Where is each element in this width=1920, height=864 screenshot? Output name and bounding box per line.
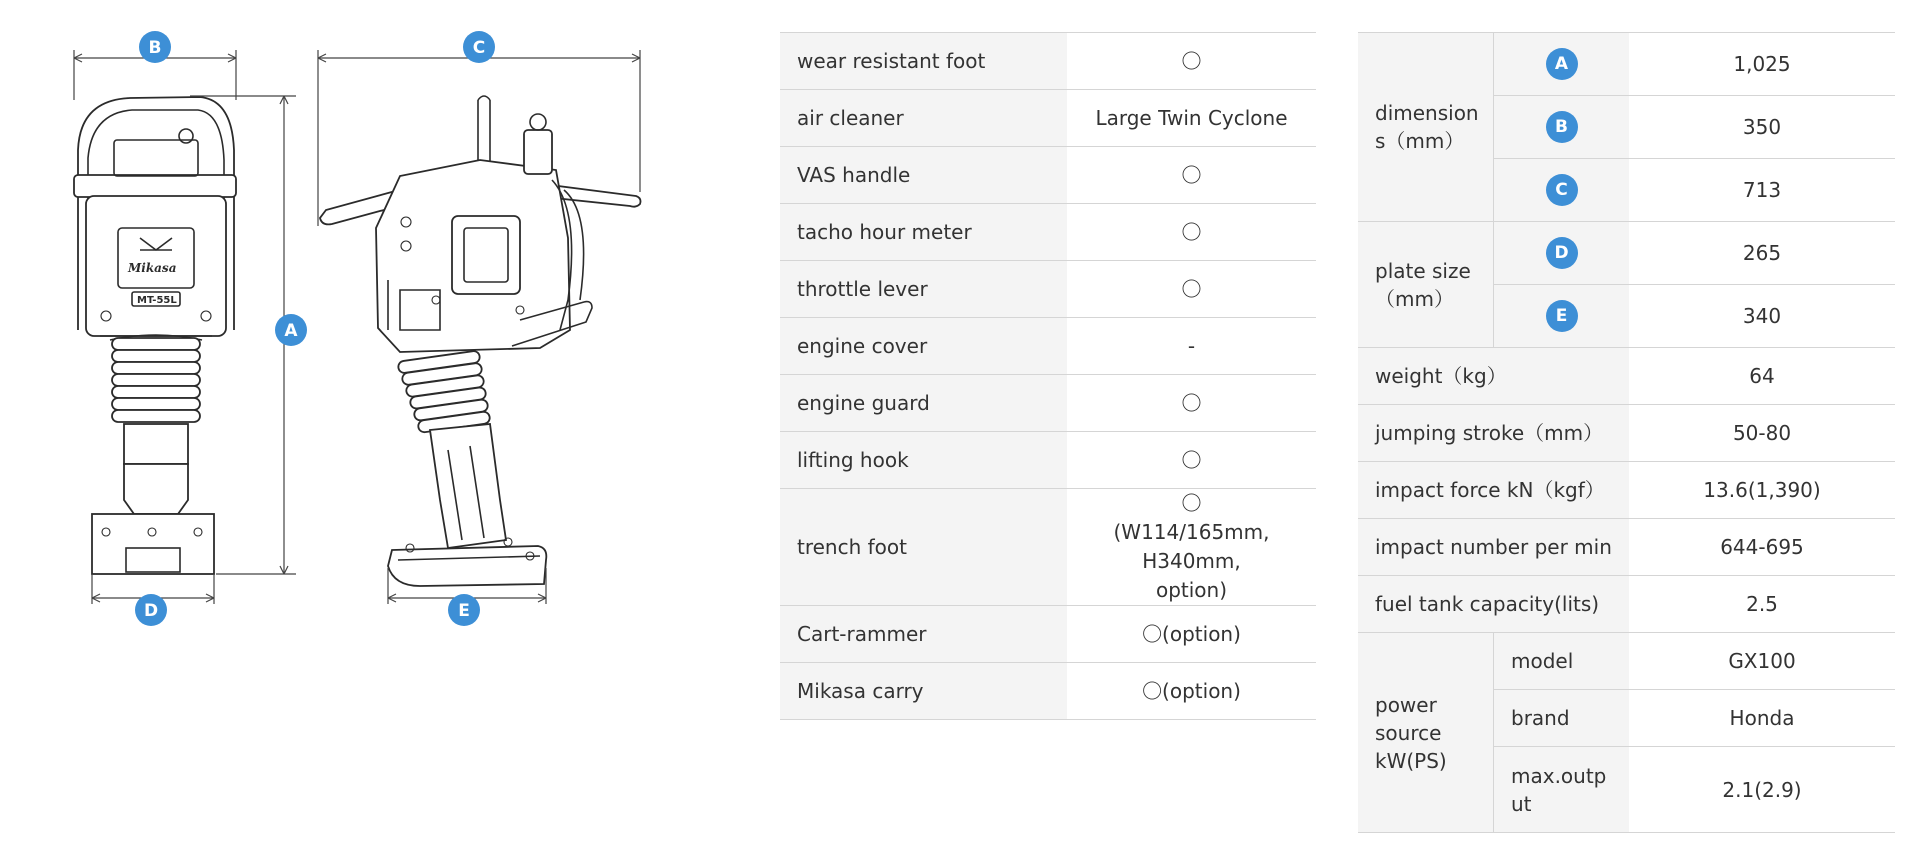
- badge-e: E: [1546, 300, 1578, 332]
- badge-a: A: [1546, 48, 1578, 80]
- plate-size-label: plate size（mm）: [1375, 258, 1471, 311]
- logo-text: Mikasa: [128, 261, 177, 275]
- table-row: [1358, 576, 1895, 633]
- power-max-output-value: 2.1(2.9): [1629, 747, 1895, 833]
- feature-label: throttle lever: [780, 261, 1067, 318]
- table-row: [1358, 519, 1895, 576]
- plate-d-value: 265: [1629, 222, 1895, 285]
- table-row: [1358, 462, 1895, 519]
- svg-text:B: B: [148, 38, 162, 58]
- power-brand-value: Honda: [1629, 690, 1895, 747]
- svg-text:D: D: [143, 601, 159, 621]
- feature-value: 〇(option): [1067, 663, 1316, 720]
- power-model-value: GX100: [1629, 633, 1895, 690]
- badge-c: [463, 31, 495, 63]
- badge-b: [139, 31, 171, 63]
- badge-c: C: [1546, 174, 1578, 206]
- table-row: [1358, 633, 1895, 690]
- side-view: [320, 96, 641, 586]
- specs-table: [1358, 32, 1895, 833]
- feature-label: VAS handle: [780, 147, 1067, 204]
- badge-a: [275, 314, 307, 346]
- impact-number-label: impact number per min: [1358, 519, 1629, 576]
- badge-b: B: [1546, 111, 1578, 143]
- jumping-stroke-value: 50-80: [1629, 405, 1895, 462]
- feature-label: engine guard: [780, 375, 1067, 432]
- table-row: [1358, 33, 1895, 96]
- feature-value: 〇(option): [1067, 606, 1316, 663]
- table-row: [780, 33, 1316, 90]
- table-row: [780, 90, 1316, 147]
- feature-value: 〇: [1067, 147, 1316, 204]
- table-row: [1358, 222, 1895, 285]
- badge-d: [135, 594, 167, 626]
- table-row: [1358, 348, 1895, 405]
- feature-value: 〇: [1067, 204, 1316, 261]
- table-row: [780, 261, 1316, 318]
- feature-label: air cleaner: [780, 90, 1067, 147]
- feature-label: wear resistant foot: [780, 33, 1067, 90]
- features-table: [780, 32, 1316, 720]
- badge-d: D: [1546, 237, 1578, 269]
- feature-label: lifting hook: [780, 432, 1067, 489]
- power-model-label: model: [1494, 633, 1630, 690]
- table-row: [780, 489, 1316, 606]
- table-row: [780, 147, 1316, 204]
- power-source-label: power source kW(PS): [1375, 692, 1447, 773]
- fuel-tank-value: 2.5: [1629, 576, 1895, 633]
- svg-text:C: C: [472, 38, 486, 58]
- table-row: [780, 606, 1316, 663]
- dimension-a-value: 1,025: [1629, 33, 1895, 96]
- feature-label: tacho hour meter: [780, 204, 1067, 261]
- table-row: [1358, 405, 1895, 462]
- table-row: [780, 204, 1316, 261]
- feature-value: 〇: [1067, 375, 1316, 432]
- dimension-c-value: 713: [1629, 159, 1895, 222]
- dimensions-label: dimensions（mm）: [1375, 101, 1479, 153]
- feature-value: 〇: [1067, 33, 1316, 90]
- feature-label: engine cover: [780, 318, 1067, 375]
- feature-value: 〇: [1067, 432, 1316, 489]
- impact-number-value: 644-695: [1629, 519, 1895, 576]
- table-row: [780, 318, 1316, 375]
- feature-label: trench foot: [780, 489, 1067, 606]
- feature-value: 〇(W114/165mm, H340mm, option): [1113, 491, 1270, 602]
- feature-label: Cart-rammer: [780, 606, 1067, 663]
- front-view: [74, 97, 236, 574]
- svg-text:E: E: [458, 601, 470, 621]
- impact-force-value: 13.6(1,390): [1629, 462, 1895, 519]
- svg-text:A: A: [284, 321, 298, 341]
- impact-force-label: impact force kN（kgf）: [1358, 462, 1629, 519]
- weight-value: 64: [1629, 348, 1895, 405]
- plate-e-value: 340: [1629, 285, 1895, 348]
- power-brand-label: brand: [1494, 690, 1630, 747]
- weight-label: weight（kg）: [1358, 348, 1629, 405]
- table-row: [780, 375, 1316, 432]
- dimension-b-value: 350: [1629, 96, 1895, 159]
- fuel-tank-label: fuel tank capacity(lits): [1358, 576, 1629, 633]
- feature-value: Large Twin Cyclone: [1067, 90, 1316, 147]
- table-row: [780, 663, 1316, 720]
- feature-value: -: [1067, 318, 1316, 375]
- badge-e: [448, 594, 480, 626]
- model-plate-text: MT-55L: [137, 295, 177, 306]
- rammer-dimension-drawing: [0, 0, 740, 864]
- feature-value: 〇: [1067, 261, 1316, 318]
- feature-label: Mikasa carry: [780, 663, 1067, 720]
- power-max-output-label: max.output: [1511, 763, 1607, 816]
- jumping-stroke-label: jumping stroke（mm）: [1358, 405, 1629, 462]
- table-row: [780, 432, 1316, 489]
